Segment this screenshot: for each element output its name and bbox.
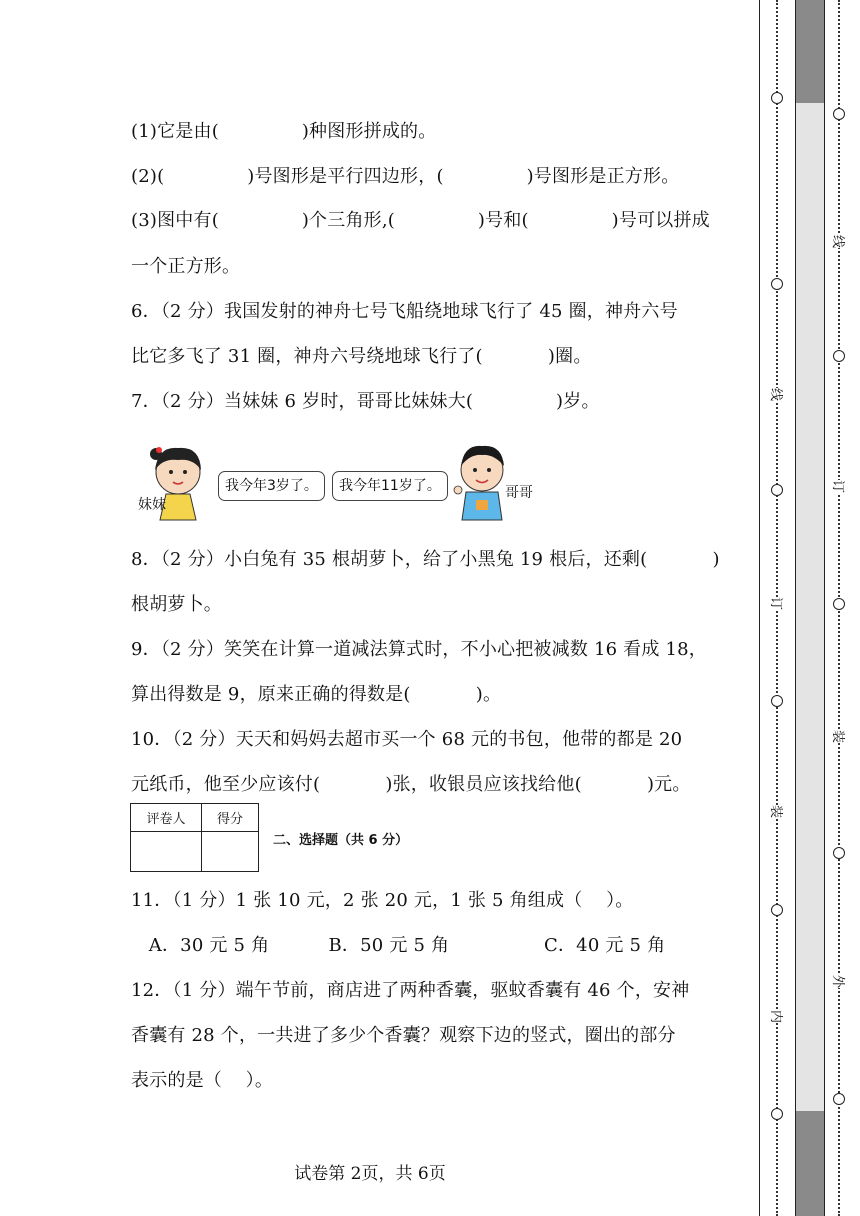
question-11: 11．（1 分）1 张 10 元，2 张 20 元，1 张 5 角组成（ ）。 <box>131 890 634 911</box>
inner-mark-bind: 装 <box>766 805 789 818</box>
question-7: 7．（2 分）当妹妹 6 岁时，哥哥比妹妹大( )岁。 <box>131 391 600 412</box>
question-8: 8．（2 分）小白兔有 35 根胡萝卜，给了小黑兔 19 根后，还剩( ) <box>131 549 720 570</box>
inner-mark-order: 订 <box>766 597 789 610</box>
sister-label: 妹妹 <box>138 497 166 513</box>
question-12: 12．（1 分）端午节前，商店进了两种香囊，驱蚊香囊有 46 个，安神 <box>131 980 690 1001</box>
grader-cell[interactable] <box>131 832 202 872</box>
question-12-cont-2: 表示的是（ ）。 <box>131 1070 274 1091</box>
brother-speech-bubble: 我今年11岁了。 <box>332 471 448 501</box>
outer-hole-3 <box>833 598 845 610</box>
question-11-options: A．30 元 5 角 B．50 元 5 角 C．40 元 5 角 <box>131 935 666 956</box>
outer-mark-line: 线 <box>828 235 851 248</box>
question-9-cont: 算出得数是 9，原来正确的得数是( )。 <box>131 684 502 705</box>
question-5-part-3: (3)图中有( )个三角形,( )号和( )号可以拼成 <box>131 210 710 231</box>
question-12-cont: 香囊有 28 个，一共进了多少个香囊？观察下边的竖式，圈出的部分 <box>131 1025 676 1046</box>
page-footer: 试卷第 2页，共 6页 <box>294 1164 446 1184</box>
outer-mark-outside: 外 <box>828 975 851 988</box>
sister-speech-bubble: 我今年3岁了。 <box>218 471 325 501</box>
brother-figure <box>450 440 520 522</box>
outer-hole-2 <box>833 350 845 362</box>
binding-gray-top <box>795 0 825 103</box>
question-10-cont: 元纸币，他至少应该付( )张，收银员应该找给他( )元。 <box>131 774 691 795</box>
outer-hole-4 <box>833 847 845 859</box>
question-9: 9．（2 分）笑笑在计算一道减法算式时，不小心把被减数 16 看成 18， <box>131 639 707 660</box>
outer-mark-bind: 装 <box>828 730 851 743</box>
grader-header: 评卷人 <box>131 804 202 832</box>
question-5-part-1: (1)它是由( )种图形拼成的。 <box>131 121 437 142</box>
binding-gray-bottom <box>795 1111 825 1216</box>
inner-hole-3 <box>771 484 783 496</box>
inner-hole-6 <box>771 1108 783 1120</box>
question-10: 10．（2 分）天天和妈妈去超市买一个 68 元的书包，他带的都是 20 <box>131 729 683 750</box>
outer-hole-5 <box>833 1093 845 1105</box>
inner-hole-1 <box>771 92 783 104</box>
inner-hole-5 <box>771 904 783 916</box>
age-illustration <box>138 440 558 522</box>
binding-light-band <box>795 103 825 1111</box>
score-header: 得分 <box>202 804 259 832</box>
question-6-cont: 比它多飞了 31 圈，神舟六号绕地球飞行了( )圈。 <box>131 346 592 367</box>
inner-hole-4 <box>771 695 783 707</box>
section-title: 二、选择题（共 6 分） <box>273 833 409 848</box>
brother-label: 哥哥 <box>505 485 533 501</box>
outer-mark-order: 订 <box>828 480 851 493</box>
outer-hole-1 <box>833 108 845 120</box>
question-5-part-2: (2)( )号图形是平行四边形，( )号图形是正方形。 <box>131 166 680 187</box>
score-table <box>130 803 259 872</box>
question-6: 6．（2 分）我国发射的神舟七号飞船绕地球飞行了 45 圈，神舟六号 <box>131 301 678 322</box>
inner-mark-inside: 内 <box>766 1010 789 1023</box>
inner-hole-2 <box>771 278 783 290</box>
question-5-part-3-cont: 一个正方形。 <box>131 256 241 277</box>
question-8-cont: 根胡萝卜。 <box>131 594 222 615</box>
score-cell[interactable] <box>202 832 259 872</box>
inner-mark-line: 线 <box>766 388 789 401</box>
